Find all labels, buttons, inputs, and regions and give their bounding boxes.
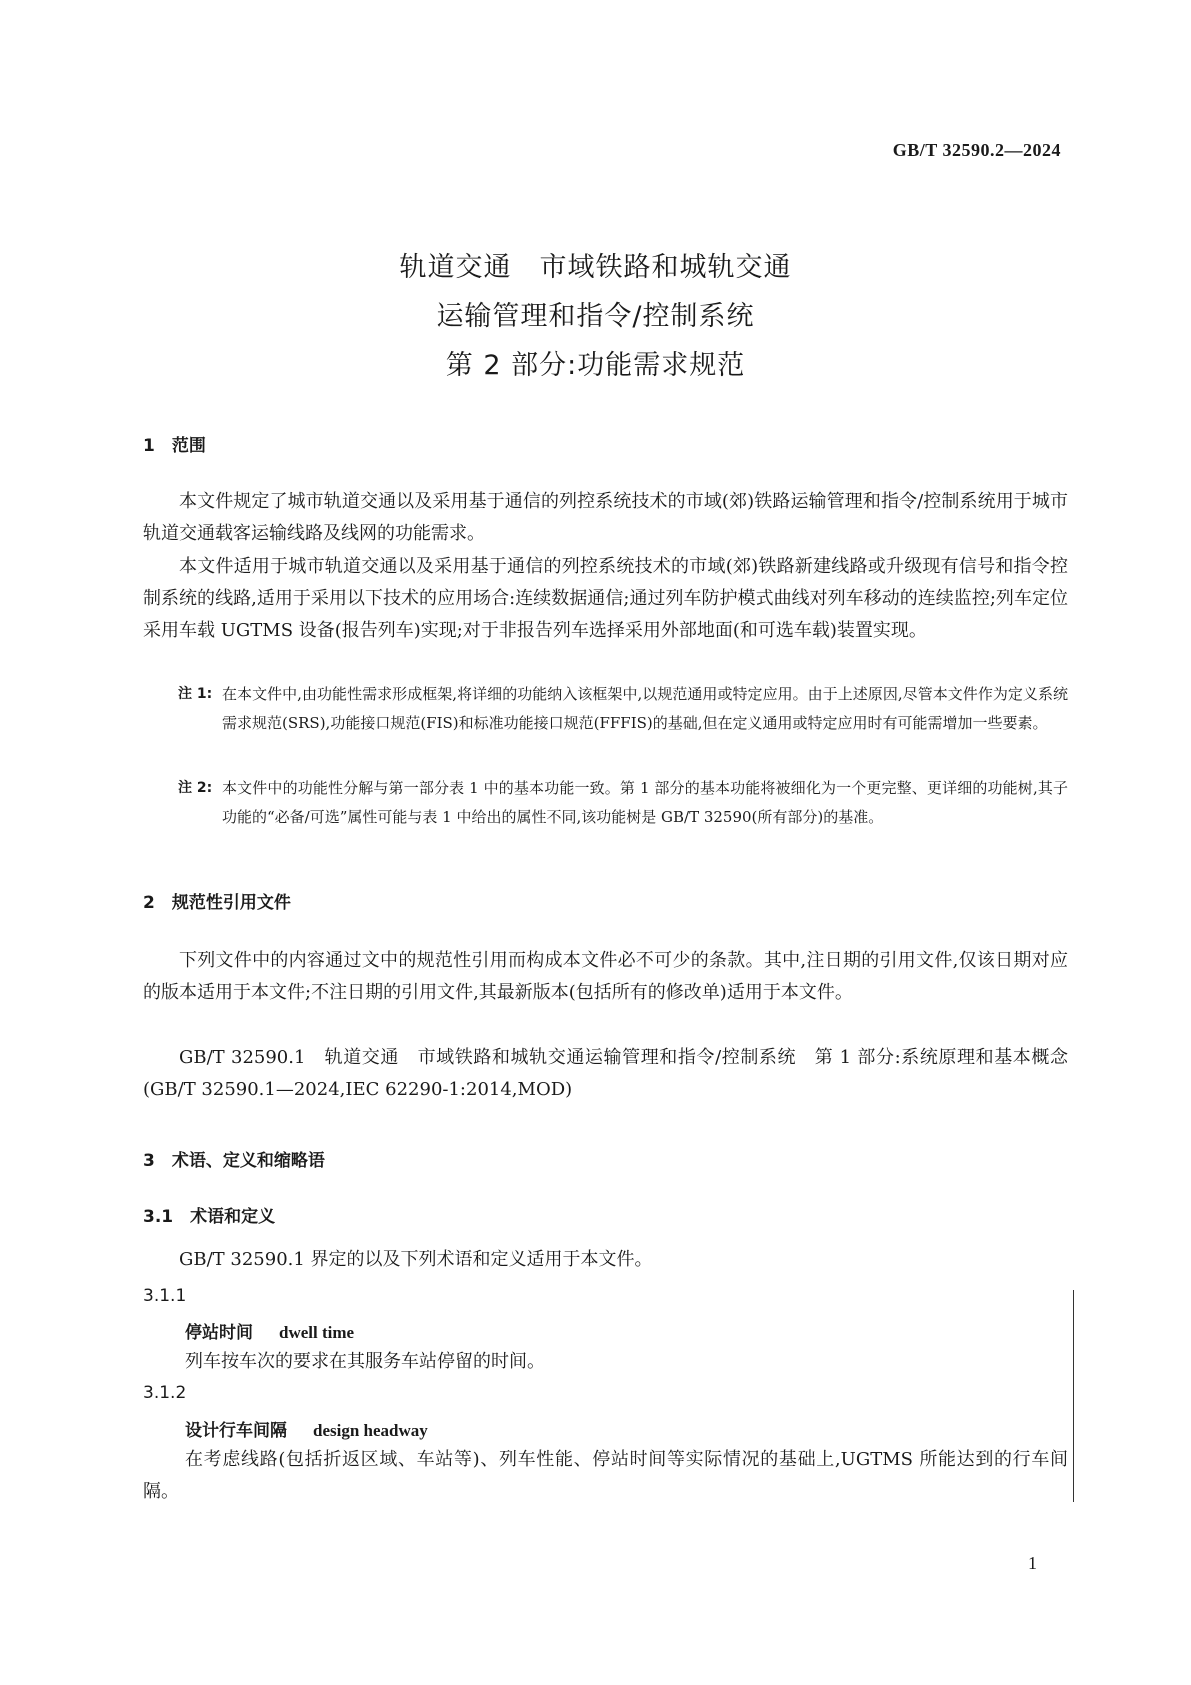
note-2-text: 本文件中的功能性分解与第一部分表 1 中的基本功能一致。第 1 部分的基本功能将被细化为一个更完整、更详细的功能树,其子功能的“必备/可选”属性可能与表 1 中给出的属性不同,该功能树是 GB/T 32590(所有部分)的基准。 [222, 779, 1068, 826]
section-3-1-heading: 3.1 术语和定义 [143, 1207, 276, 1227]
title-line-3: 第 2 部分:功能需求规范 [445, 350, 746, 381]
term-2-name [185, 1416, 428, 1441]
section-1-paragraph-1: 本文件规定了城市轨道交通以及采用基于通信的列控系统技术的市域(郊)铁路运输管理和指令/控制系统用于城市轨道交通载客运输线路及线网的功能需求。 [143, 491, 1068, 544]
term-2-english: design headway [313, 1421, 428, 1440]
document-code: GB/T 32590.2—2024 [892, 140, 1061, 160]
term-1-definition: 列车按车次的要求在其服务车站停留的时间。 [185, 1351, 545, 1372]
term-2-number: 3.1.2 [143, 1383, 187, 1403]
section-1-paragraph-2: 本文件适用于城市轨道交通以及采用基于通信的列控系统技术的市域(郊)铁路新建线路或升级现有信号和指令控制系统的线路,适用于采用以下技术的应用场合:连续数据通信;通过列车防护模式曲线对列车移动的连续监控;列车定位采用车载 UGTMS 设备(报告列车)实现;对于非报告列车选择采用外部地面(和可选车载)装置实现。 [143, 556, 1068, 641]
page-number: 1 [1028, 1553, 1037, 1573]
term-1-english: dwell time [279, 1323, 355, 1342]
term-1-chinese: 停站时间 [185, 1323, 253, 1343]
section-2-heading: 2 规范性引用文件 [143, 893, 291, 913]
note-2 [178, 774, 1068, 832]
section-3-1-paragraph: GB/T 32590.1 界定的以及下列术语和定义适用于本文件。 [179, 1249, 653, 1270]
note-1-label: 注 1: [178, 686, 213, 702]
term-1-number: 3.1.1 [143, 1286, 187, 1306]
section-2-reference-1: GB/T 32590.1 轨道交通 市域铁路和城轨交通运输管理和指令/控制系统 第 1 部分:系统原理和基本概念(GB/T 32590.1—2024,IEC 62290-1:2014,MOD) [143, 1047, 1068, 1100]
note-1-text: 在本文件中,由功能性需求形成框架,将详细的功能纳入该框架中,以规范通用或特定应用。由于上述原因,尽管本文件作为定义系统需求规范(SRS),功能接口规范(FIS)和标准功能接口规范(FFFIS)的基础,但在定义通用或特定应用时有可能需增加一些要素。 [222, 685, 1068, 732]
title-line-1: 轨道交通 市域铁路和城轨交通 [399, 252, 792, 283]
revision-change-bar [1073, 1290, 1074, 1502]
term-2-chinese: 设计行车间隔 [185, 1421, 287, 1441]
term-1-name [185, 1318, 354, 1343]
section-2-paragraph-1: 下列文件中的内容通过文中的规范性引用而构成本文件必不可少的条款。其中,注日期的引用文件,仅该日期对应的版本适用于本文件;不注日期的引用文件,其最新版本(包括所有的修改单)适用于本文件。 [143, 950, 1068, 1003]
section-1-heading: 1 范围 [143, 436, 206, 456]
section-3-heading: 3 术语、定义和缩略语 [143, 1151, 325, 1171]
note-2-label: 注 2: [178, 780, 213, 796]
title-line-2: 运输管理和指令/控制系统 [436, 301, 755, 332]
note-1 [178, 680, 1068, 738]
term-2-definition: 在考虑线路(包括折返区域、车站等)、列车性能、停站时间等实际情况的基础上,UGTMS 所能达到的行车间隔。 [143, 1449, 1068, 1502]
document-title [0, 243, 1191, 390]
